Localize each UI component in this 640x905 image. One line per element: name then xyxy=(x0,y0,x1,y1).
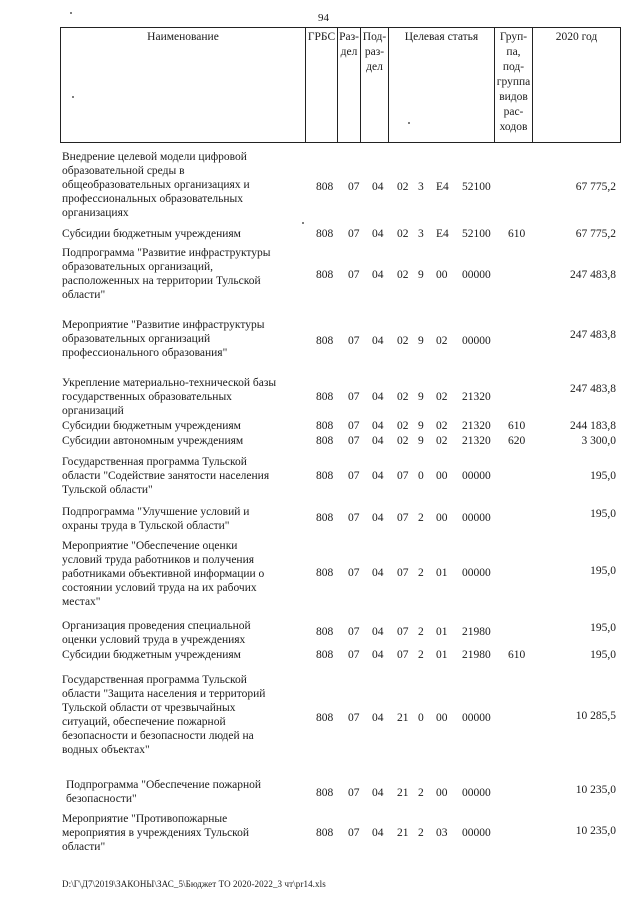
cell-podrazdel: 04 xyxy=(372,420,384,432)
cell-amount: 67 775,2 xyxy=(575,228,616,240)
cell-program: 07 xyxy=(397,649,409,661)
cell-program: 02 xyxy=(397,228,409,240)
cell-event: 02 xyxy=(436,391,448,403)
row-name: Субсидии автономным учреждениям xyxy=(62,435,244,447)
cell-direction: 52100 xyxy=(462,181,491,193)
cell-direction: 00000 xyxy=(462,470,491,482)
cell-direction: 00000 xyxy=(462,567,491,579)
cell-event: 01 xyxy=(436,626,448,638)
cell-amount: 195,0 xyxy=(590,565,616,577)
header-podrazdel: Под- раз- дел xyxy=(361,28,389,143)
cell-grbs: 808 xyxy=(316,827,334,839)
cell-grbs: 808 xyxy=(316,335,334,347)
cell-razdel: 07 xyxy=(348,228,360,240)
cell-direction: 21980 xyxy=(462,649,491,661)
cell-razdel: 07 xyxy=(348,787,360,799)
cell-subprogram: 2 xyxy=(418,512,424,524)
cell-podrazdel: 04 xyxy=(372,567,384,579)
cell-razdel: 07 xyxy=(348,567,360,579)
cell-grbs: 808 xyxy=(316,228,334,240)
cell-subprogram: 9 xyxy=(418,391,424,403)
cell-event: 00 xyxy=(436,470,448,482)
header-target-article: Целевая статья xyxy=(389,28,495,143)
cell-razdel: 07 xyxy=(348,435,360,447)
cell-amount: 247 483,8 xyxy=(570,269,616,281)
cell-program: 21 xyxy=(397,712,409,724)
cell-podrazdel: 04 xyxy=(372,181,384,193)
cell-event: 00 xyxy=(436,512,448,524)
cell-razdel: 07 xyxy=(348,335,360,347)
cell-podrazdel: 04 xyxy=(372,787,384,799)
cell-grbs: 808 xyxy=(316,269,334,281)
cell-subprogram: 0 xyxy=(418,470,424,482)
cell-event: E4 xyxy=(436,228,449,240)
cell-razdel: 07 xyxy=(348,269,360,281)
cell-grbs: 808 xyxy=(316,787,334,799)
cell-amount: 247 483,8 xyxy=(570,383,616,395)
cell-event: 02 xyxy=(436,335,448,347)
cell-direction: 00000 xyxy=(462,712,491,724)
cell-subprogram: 2 xyxy=(418,626,424,638)
cell-event: 02 xyxy=(436,435,448,447)
cell-grbs: 808 xyxy=(316,626,334,638)
cell-program: 07 xyxy=(397,626,409,638)
cell-direction: 00000 xyxy=(462,269,491,281)
cell-podrazdel: 04 xyxy=(372,649,384,661)
cell-razdel: 07 xyxy=(348,626,360,638)
row-name: Субсидии бюджетным учреждениям xyxy=(62,228,241,240)
cell-program: 07 xyxy=(397,512,409,524)
row-name: Мероприятие "Обеспечение оценки условий труда работников и получения работниками объективной информации о состоянии условий труда на их рабочих местах" xyxy=(62,540,265,608)
cell-direction: 00000 xyxy=(462,827,491,839)
cell-grbs: 808 xyxy=(316,435,334,447)
cell-podrazdel: 04 xyxy=(372,470,384,482)
cell-podrazdel: 04 xyxy=(372,827,384,839)
header-year: 2020 год xyxy=(533,28,621,143)
cell-amount: 195,0 xyxy=(590,649,616,661)
cell-grbs: 808 xyxy=(316,420,334,432)
cell-amount: 10 285,5 xyxy=(575,710,616,722)
cell-program: 07 xyxy=(397,567,409,579)
cell-direction: 21980 xyxy=(462,626,491,638)
cell-subprogram: 2 xyxy=(418,649,424,661)
row-name: Мероприятие "Развитие инфраструктуры образовательных организаций профессионального образования" xyxy=(62,319,265,359)
file-path-footer: D:\Г\Д7\2019\ЗАКОНЫ\ЗАС_5\Бюджет ТО 2020-2022_3 чт\pr14.xls xyxy=(62,879,326,889)
cell-grbs: 808 xyxy=(316,649,334,661)
row-name: Субсидии бюджетным учреждениям xyxy=(62,420,241,432)
cell-grbs: 808 xyxy=(316,391,334,403)
header-grbs: ГРБС xyxy=(306,28,338,143)
cell-direction: 21320 xyxy=(462,420,491,432)
cell-amount: 3 300,0 xyxy=(581,435,616,447)
cell-razdel: 07 xyxy=(348,712,360,724)
cell-podrazdel: 04 xyxy=(372,712,384,724)
cell-program: 02 xyxy=(397,420,409,432)
cell-expense-type: 610 xyxy=(508,228,526,240)
cell-subprogram: 2 xyxy=(418,567,424,579)
cell-program: 21 xyxy=(397,827,409,839)
cell-amount: 195,0 xyxy=(590,470,616,482)
cell-subprogram: 0 xyxy=(418,712,424,724)
cell-direction: 21320 xyxy=(462,391,491,403)
row-name: Подпрограмма "Обеспечение пожарной безопасности" xyxy=(66,779,262,805)
cell-program: 21 xyxy=(397,787,409,799)
cell-expense-type: 610 xyxy=(508,649,526,661)
cell-amount: 195,0 xyxy=(590,622,616,634)
cell-amount: 195,0 xyxy=(590,508,616,520)
cell-expense-type: 610 xyxy=(508,420,526,432)
cell-subprogram: 3 xyxy=(418,181,424,193)
cell-event: E4 xyxy=(436,181,449,193)
cell-razdel: 07 xyxy=(348,827,360,839)
cell-event: 00 xyxy=(436,712,448,724)
cell-amount: 67 775,2 xyxy=(575,181,616,193)
cell-subprogram: 3 xyxy=(418,228,424,240)
cell-event: 00 xyxy=(436,787,448,799)
cell-grbs: 808 xyxy=(316,181,334,193)
header-expense-group: Груп- па, под- группа видов рас- ходов xyxy=(495,28,533,143)
scan-speck xyxy=(72,96,74,98)
cell-program: 02 xyxy=(397,335,409,347)
cell-grbs: 808 xyxy=(316,470,334,482)
cell-program: 02 xyxy=(397,435,409,447)
cell-podrazdel: 04 xyxy=(372,391,384,403)
cell-podrazdel: 04 xyxy=(372,512,384,524)
cell-expense-type: 620 xyxy=(508,435,526,447)
row-name: Укрепление материально-технической базы государственных образовательных организаций xyxy=(62,377,277,417)
cell-direction: 00000 xyxy=(462,335,491,347)
cell-event: 03 xyxy=(436,827,448,839)
cell-event: 01 xyxy=(436,649,448,661)
cell-razdel: 07 xyxy=(348,470,360,482)
cell-razdel: 07 xyxy=(348,420,360,432)
cell-podrazdel: 04 xyxy=(372,626,384,638)
scan-speck xyxy=(70,12,72,14)
cell-direction: 00000 xyxy=(462,512,491,524)
cell-program: 02 xyxy=(397,181,409,193)
row-name: Внедрение целевой модели цифровой образовательной среды в общеобразовательных организациях и профессиональных образовательных организациях xyxy=(62,151,250,219)
row-name: Организация проведения специальной оценки условий труда в учреждениях xyxy=(62,620,251,646)
cell-podrazdel: 04 xyxy=(372,335,384,347)
page-number: 94 xyxy=(318,12,329,24)
row-name: Государственная программа Тульской области "Содействие занятости населения Тульской области" xyxy=(62,456,270,496)
cell-subprogram: 9 xyxy=(418,335,424,347)
cell-razdel: 07 xyxy=(348,391,360,403)
cell-amount: 10 235,0 xyxy=(575,784,616,796)
cell-subprogram: 9 xyxy=(418,420,424,432)
cell-direction: 00000 xyxy=(462,787,491,799)
cell-grbs: 808 xyxy=(316,712,334,724)
cell-razdel: 07 xyxy=(348,181,360,193)
scan-speck xyxy=(302,222,304,224)
cell-direction: 52100 xyxy=(462,228,491,240)
cell-direction: 21320 xyxy=(462,435,491,447)
cell-podrazdel: 04 xyxy=(372,435,384,447)
cell-podrazdel: 04 xyxy=(372,228,384,240)
cell-event: 01 xyxy=(436,567,448,579)
scan-speck xyxy=(408,122,410,124)
header-name: Наименование xyxy=(61,28,306,143)
cell-subprogram: 9 xyxy=(418,269,424,281)
cell-program: 02 xyxy=(397,391,409,403)
cell-subprogram: 9 xyxy=(418,435,424,447)
cell-program: 02 xyxy=(397,269,409,281)
row-name: Государственная программа Тульской области "Защита населения и территорий Тульской области от чрезвычайных ситуаций, обеспечение пожарной безопасности и безопасности людей на водных объектах" xyxy=(62,674,266,756)
cell-amount: 244 183,8 xyxy=(570,420,616,432)
row-name: Мероприятие "Противопожарные мероприятия в учреждениях Тульской области" xyxy=(62,813,250,853)
cell-grbs: 808 xyxy=(316,567,334,579)
cell-event: 00 xyxy=(436,269,448,281)
cell-event: 02 xyxy=(436,420,448,432)
cell-podrazdel: 04 xyxy=(372,269,384,281)
cell-razdel: 07 xyxy=(348,512,360,524)
cell-amount: 10 235,0 xyxy=(575,825,616,837)
cell-amount: 247 483,8 xyxy=(570,329,616,341)
cell-subprogram: 2 xyxy=(418,827,424,839)
cell-program: 07 xyxy=(397,470,409,482)
row-name: Подпрограмма "Улучшение условий и охраны труда в Тульской области" xyxy=(62,506,250,532)
row-name: Субсидии бюджетным учреждениям xyxy=(62,649,241,661)
cell-grbs: 808 xyxy=(316,512,334,524)
cell-subprogram: 2 xyxy=(418,787,424,799)
cell-razdel: 07 xyxy=(348,649,360,661)
header-razdel: Раз- дел xyxy=(338,28,361,143)
row-name: Подпрограмма "Развитие инфраструктуры образовательных организаций, расположенных на территории Тульской области" xyxy=(62,247,271,301)
